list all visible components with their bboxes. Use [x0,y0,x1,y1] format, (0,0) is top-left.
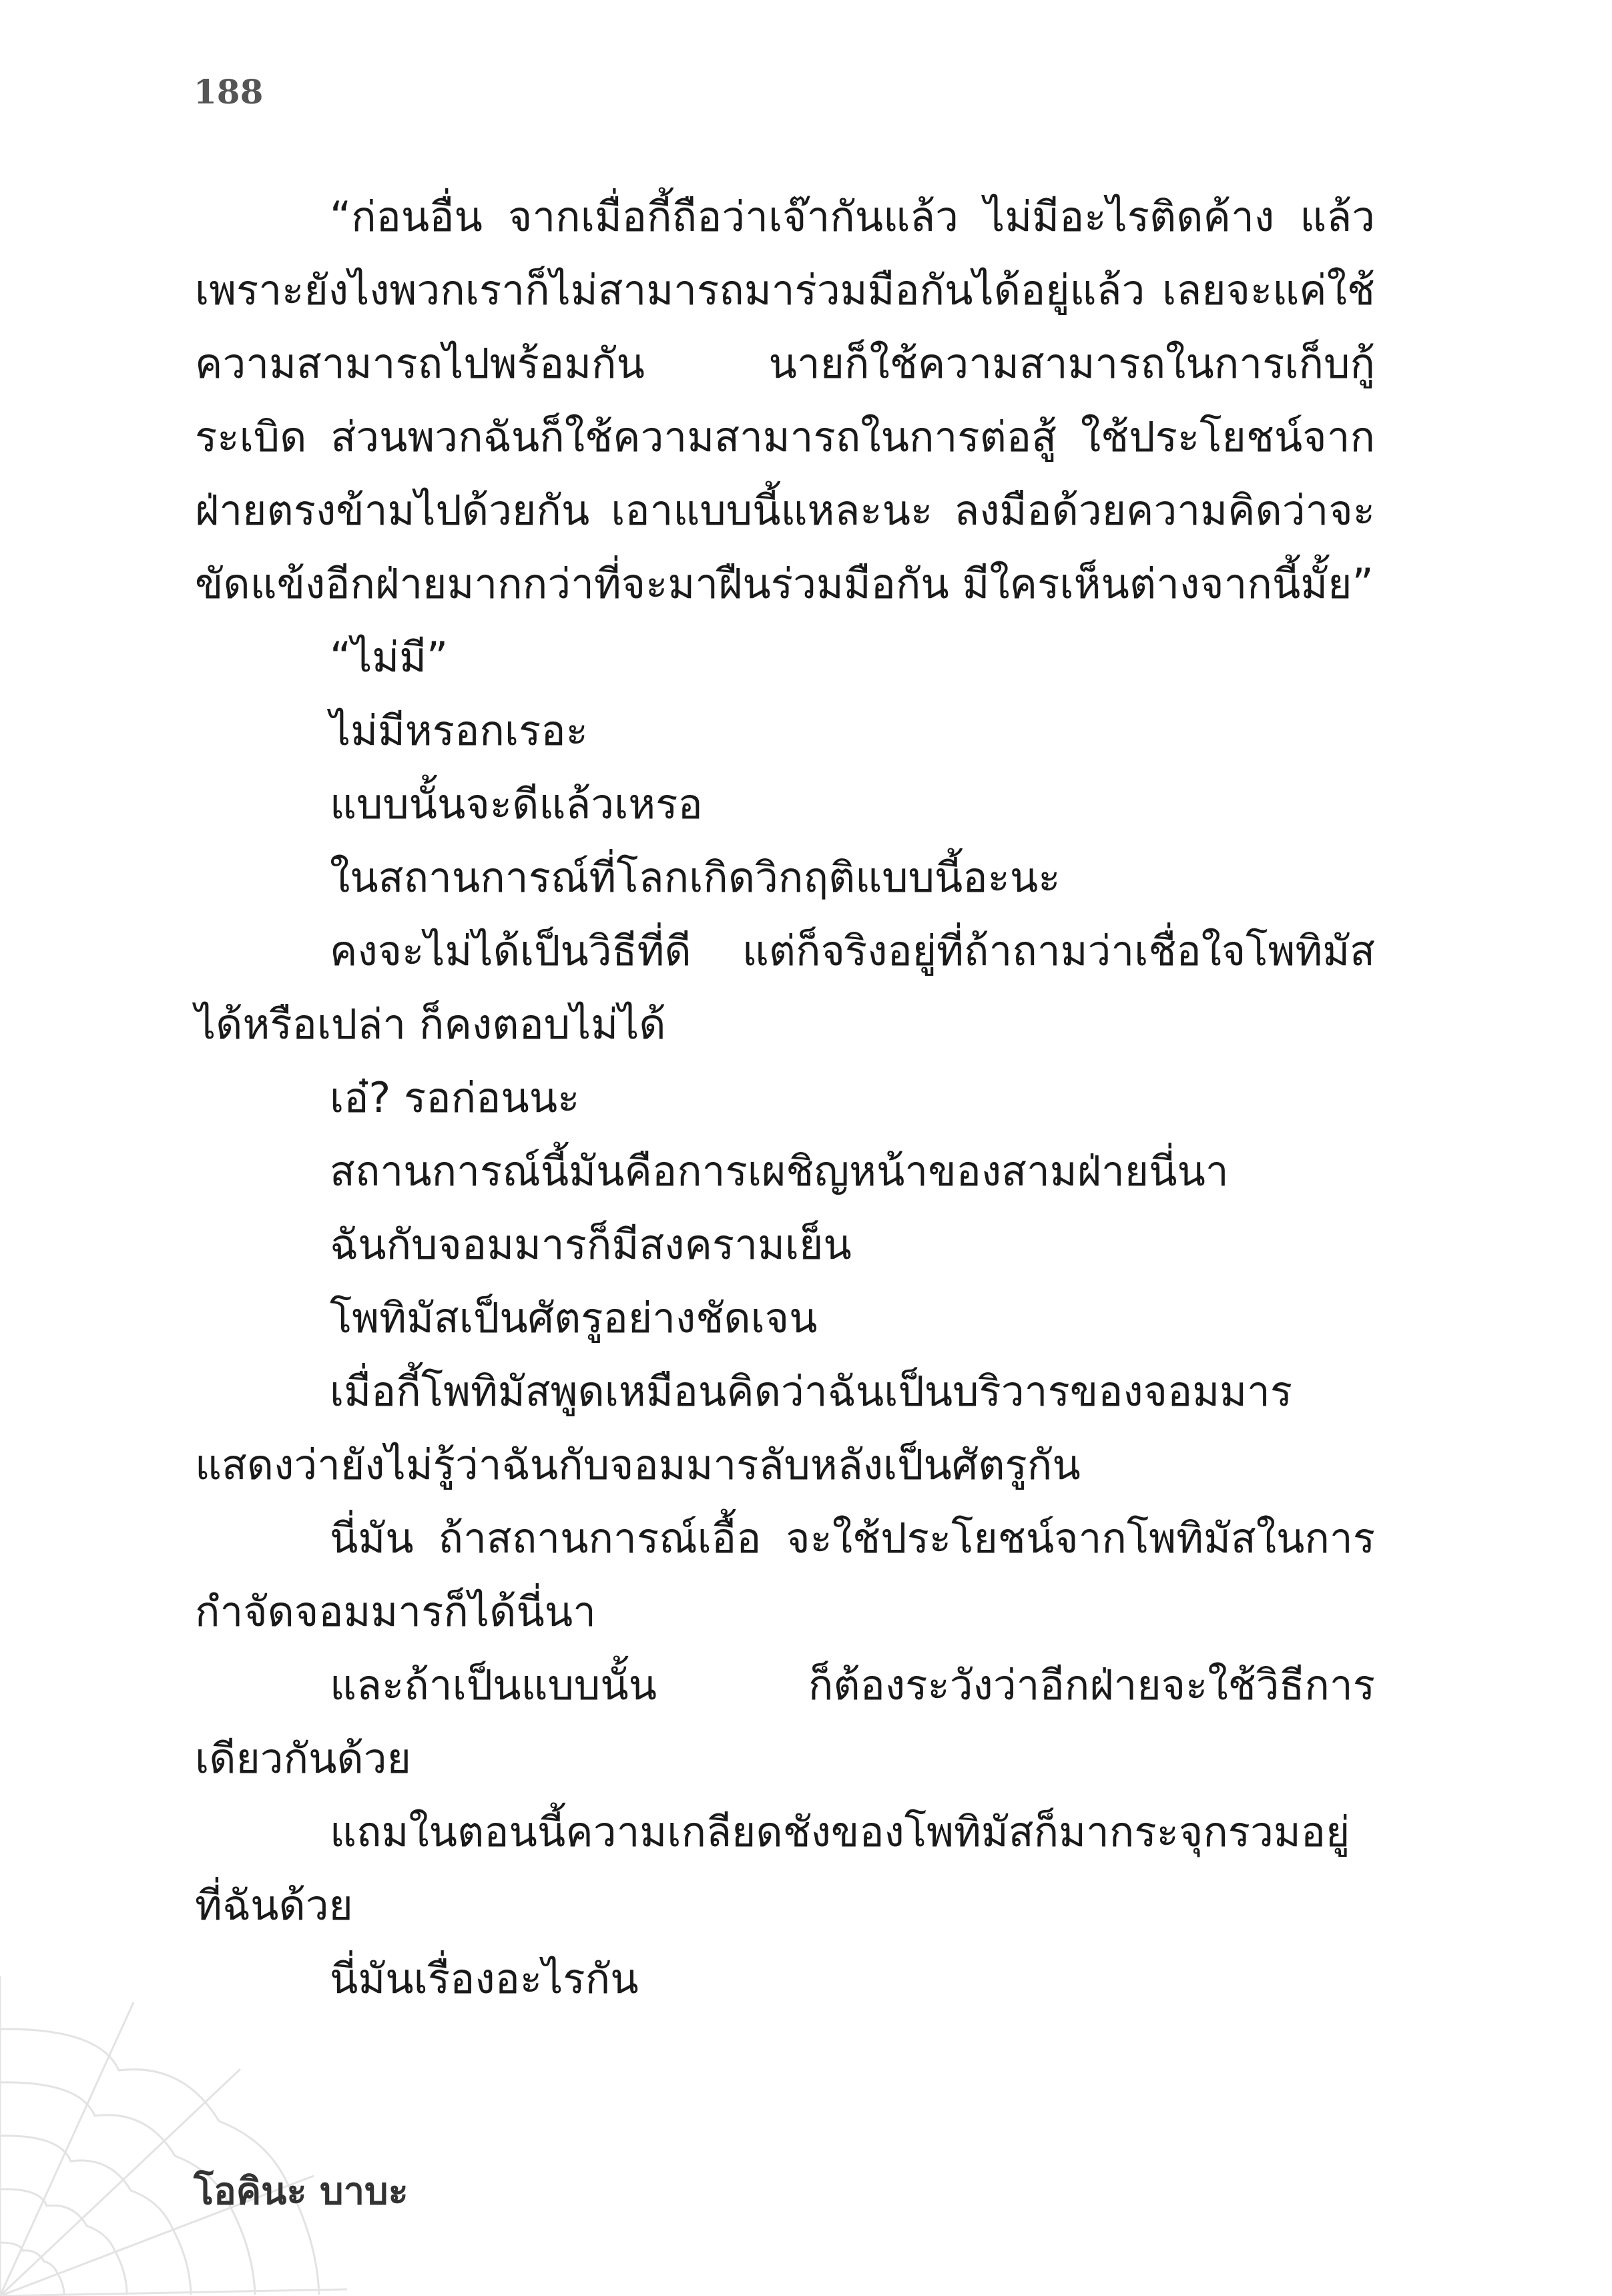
paragraph: เมื่อกี้โพทิมัสพูดเหมือนคิดว่าฉันเป็นบริวารของจอมมาร แสดงว่ายังไม่รู้ว่าฉันกับจอมมารลับหลังเป็นศัตรูกัน [195,1367,1293,1489]
paragraph: สถานการณ์นี้มันคือการเผชิญหน้าของสามฝ่ายนี่นา [330,1147,1229,1195]
body-text [195,180,1375,2016]
paragraph: “ไม่มี” [330,633,449,681]
paragraph: ไม่มีหรอกเรอะ [330,706,588,755]
paragraph: แบบนั้นจะดีแล้วเหรอ [330,780,703,828]
spiderweb-icon [0,1976,347,2296]
paragraph: โพทิมัสเป็นศัตรูอย่างชัดเจน [330,1294,818,1342]
paragraph: นี่มันเรื่องอะไรกัน [330,1954,639,2003]
page-number: 188 [194,72,264,111]
paragraph: และถ้าเป็นแบบนั้น ก็ต้องระวังว่าอีกฝ่ายจะใช้วิธีการเดียวกันด้วย [195,1661,1375,1783]
paragraph: ในสถานการณ์ที่โลกเกิดวิกฤติแบบนี้อะนะ [330,853,1061,902]
paragraph: ฉันกับจอมมารก็มีสงครามเย็น [330,1220,852,1269]
paragraph: คงจะไม่ได้เป็นวิธีที่ดี แต่ก็จริงอยู่ที่ถ้าถามว่าเชื่อใจโพทิมัสได้หรือเปล่า ก็คงตอบไม่ได้ [195,926,1375,1049]
paragraph: เอ๋? รอก่อนนะ [330,1073,580,1122]
paragraph: “ก่อนอื่น จากเมื่อกี้ถือว่าเจ๊ากันแล้ว ไม่มีอะไรติดค้าง แล้วเพราะยังไงพวกเราก็ไม่สามารถมาร่วมมือกันได้อยู่แล้ว เลยจะแค่ใช้ความสามารถไปพร้อมกัน นายก็ใช้ความสามารถในการเก็บกู้ระเบิด ส่วนพวกฉันก็ใช้ความสามารถในการต่อสู้ ใช้ประโยชน์จากฝ่ายตรงข้ามไปด้วยกัน เอาแบบนี้แหละนะ ลงมือด้วยความคิดว่าจะขัดแข้งอีกฝ่ายมากกว่าที่จะมาฝืนร่วมมือกัน มีใครเห็นต่างจากนี้มั้ย” [195,192,1375,608]
paragraph: นี่มัน ถ้าสถานการณ์เอื้อ จะใช้ประโยชน์จากโพทิมัสในการกำจัดจอมมารก็ได้นี่นา [195,1514,1375,1636]
book-author: โอคินะ บาบะ [194,2170,409,2213]
paragraph: แถมในตอนนี้ความเกลียดชังของโพทิมัสก็มากระจุกรวมอยู่ที่ฉันด้วย [195,1807,1350,1930]
